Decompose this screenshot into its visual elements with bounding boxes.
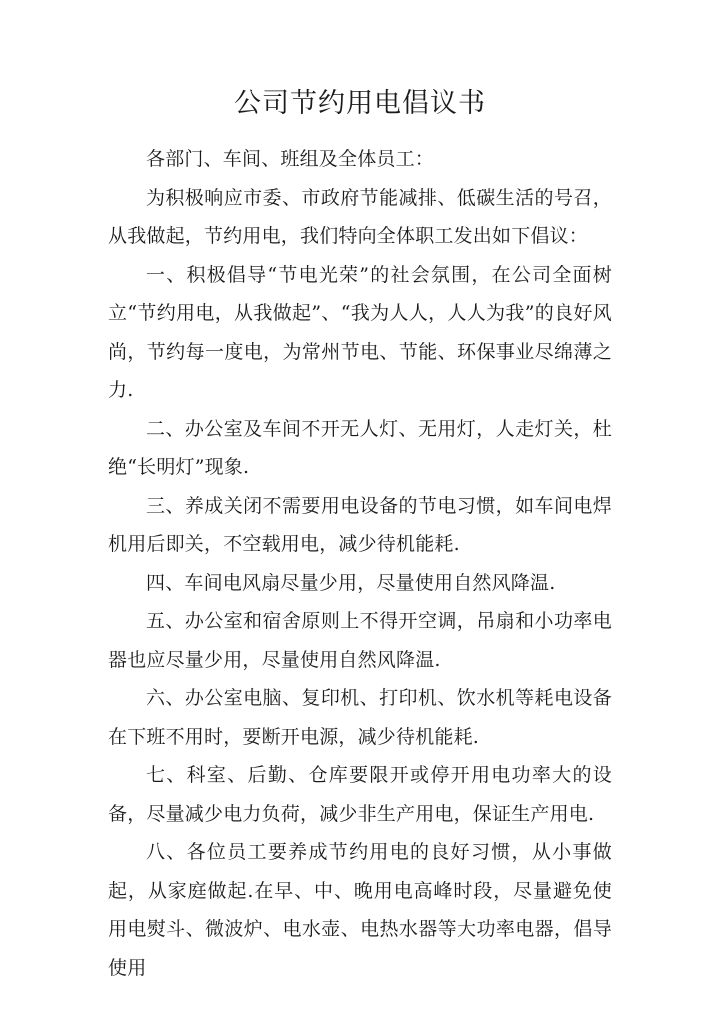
document-title: 公司节约用电倡议书: [234, 88, 486, 119]
paragraph-item-4: 四、车间电风扇尽量少用，尽量使用自然风降温.: [146, 571, 556, 594]
paragraph-intro: 为积极响应市委、市政府节能减排、低碳生活的号召，从我做起，节约用电，我们特向全体职工发出如下倡议：: [108, 186, 612, 247]
paragraph-item-3: 三、养成关闭不需要用电设备的节电习惯，如车间电焊机用后即关，不空载用电，减少待机能耗.: [108, 494, 612, 555]
paragraph-item-7: 七、科室、后勤、仓库要限开或停开用电功率大的设备，尽量减少电力负荷，减少非生产用电，保证生产用电.: [108, 764, 612, 825]
paragraph-item-8: 八、各位员工要养成节约用电的良好习惯，从小事做起，从家庭做起.在早、中、晚用电高峰时段，尽量避免使用电熨斗、微波炉、电水壶、电热水器等大功率电器，倡导使用: [108, 841, 612, 979]
paragraph-item-1: 一、积极倡导“节电光荣”的社会氛围，在公司全面树立“节约用电，从我做起”、“我为人人，人人为我”的良好风尚，节约每一度电，为常州节电、节能、环保事业尽绵薄之力.: [108, 263, 612, 401]
paragraph-item-5: 五、办公室和宿舍原则上不得开空调，吊扇和小功率电器也应尽量少用，尽量使用自然风降温.: [108, 610, 612, 671]
document-body: [108, 140, 612, 987]
salutation: 各部门、车间、班组及全体员工：: [146, 148, 435, 170]
paragraph-item-6: 六、办公室电脑、复印机、打印机、饮水机等耗电设备在下班不用时，要断开电源，减少待机能耗.: [108, 687, 612, 748]
paragraph-item-2: 二、办公室及车间不开无人灯、无用灯，人走灯关，杜绝“长明灯”现象.: [108, 417, 612, 478]
